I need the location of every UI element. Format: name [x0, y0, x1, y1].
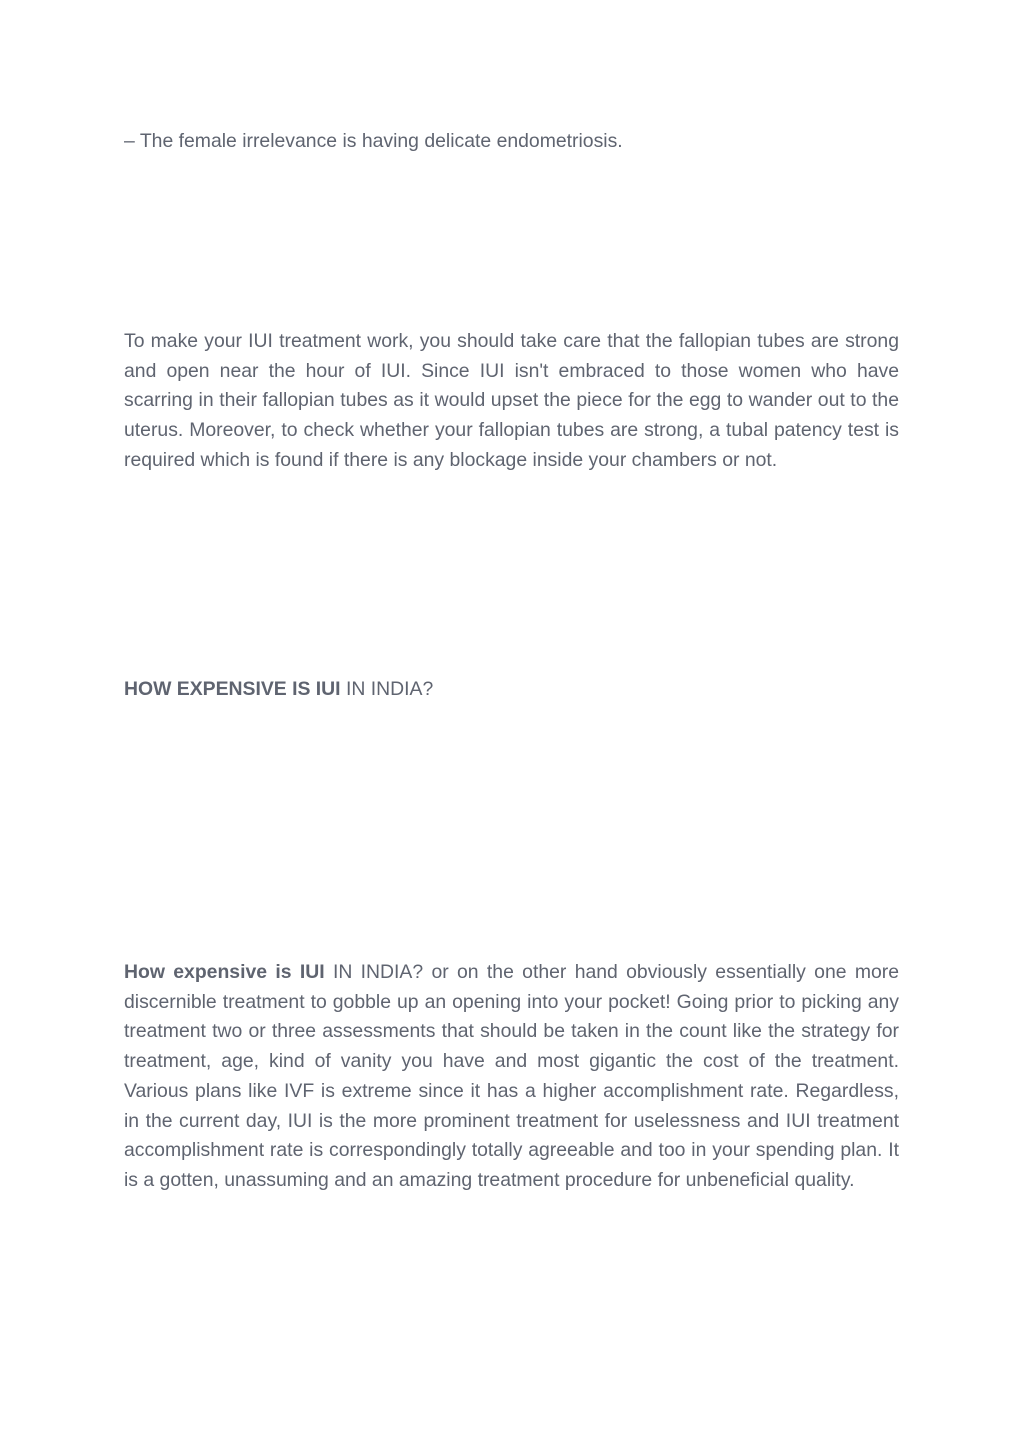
cost-paragraph-lead: How expensive is IUI: [124, 961, 325, 983]
cost-paragraph-body: IN INDIA? or on the other hand obviously essentially one more discernible treatment to gobble up an opening into your pocket! Going prior to picking any treatment two or three assessments that should be taken in the count like the strategy for treatment, age, kind of vanity you have and most gigantic the cost of the treatment. Various plans like IVF is extreme since it has a higher accomplishment rate. Regardless, in the current day, IUI is the more prominent treatment for uselessness and IUI treatment accomplishment rate is correspondingly totally agreeable and too in your spending plan. It is a gotten, unassuming and an amazing treatment procedure for unbeneficial quality.: [124, 961, 900, 1191]
cost-paragraph: [124, 958, 899, 1196]
fallopian-tubes-paragraph: To make your IUI treatment work, you should take care that the fallopian tubes are strong and open near the hour of IUI. Since IUI isn't embraced to those women who have scarring in their fallopian tubes as it would upset the piece for the egg to wander out to the uterus. Moreover, to check whether your fallopian tubes are strong, a tubal patency test is required which is found if there is any blockage inside your chambers or not.: [124, 330, 899, 471]
cost-heading-rest: IN INDIA?: [340, 678, 434, 700]
cost-heading-bold: HOW EXPENSIVE IS IUI: [124, 678, 341, 700]
cost-heading: [124, 675, 899, 705]
endometriosis-line: – The female irrelevance is having delicate endometriosis.: [124, 130, 623, 152]
